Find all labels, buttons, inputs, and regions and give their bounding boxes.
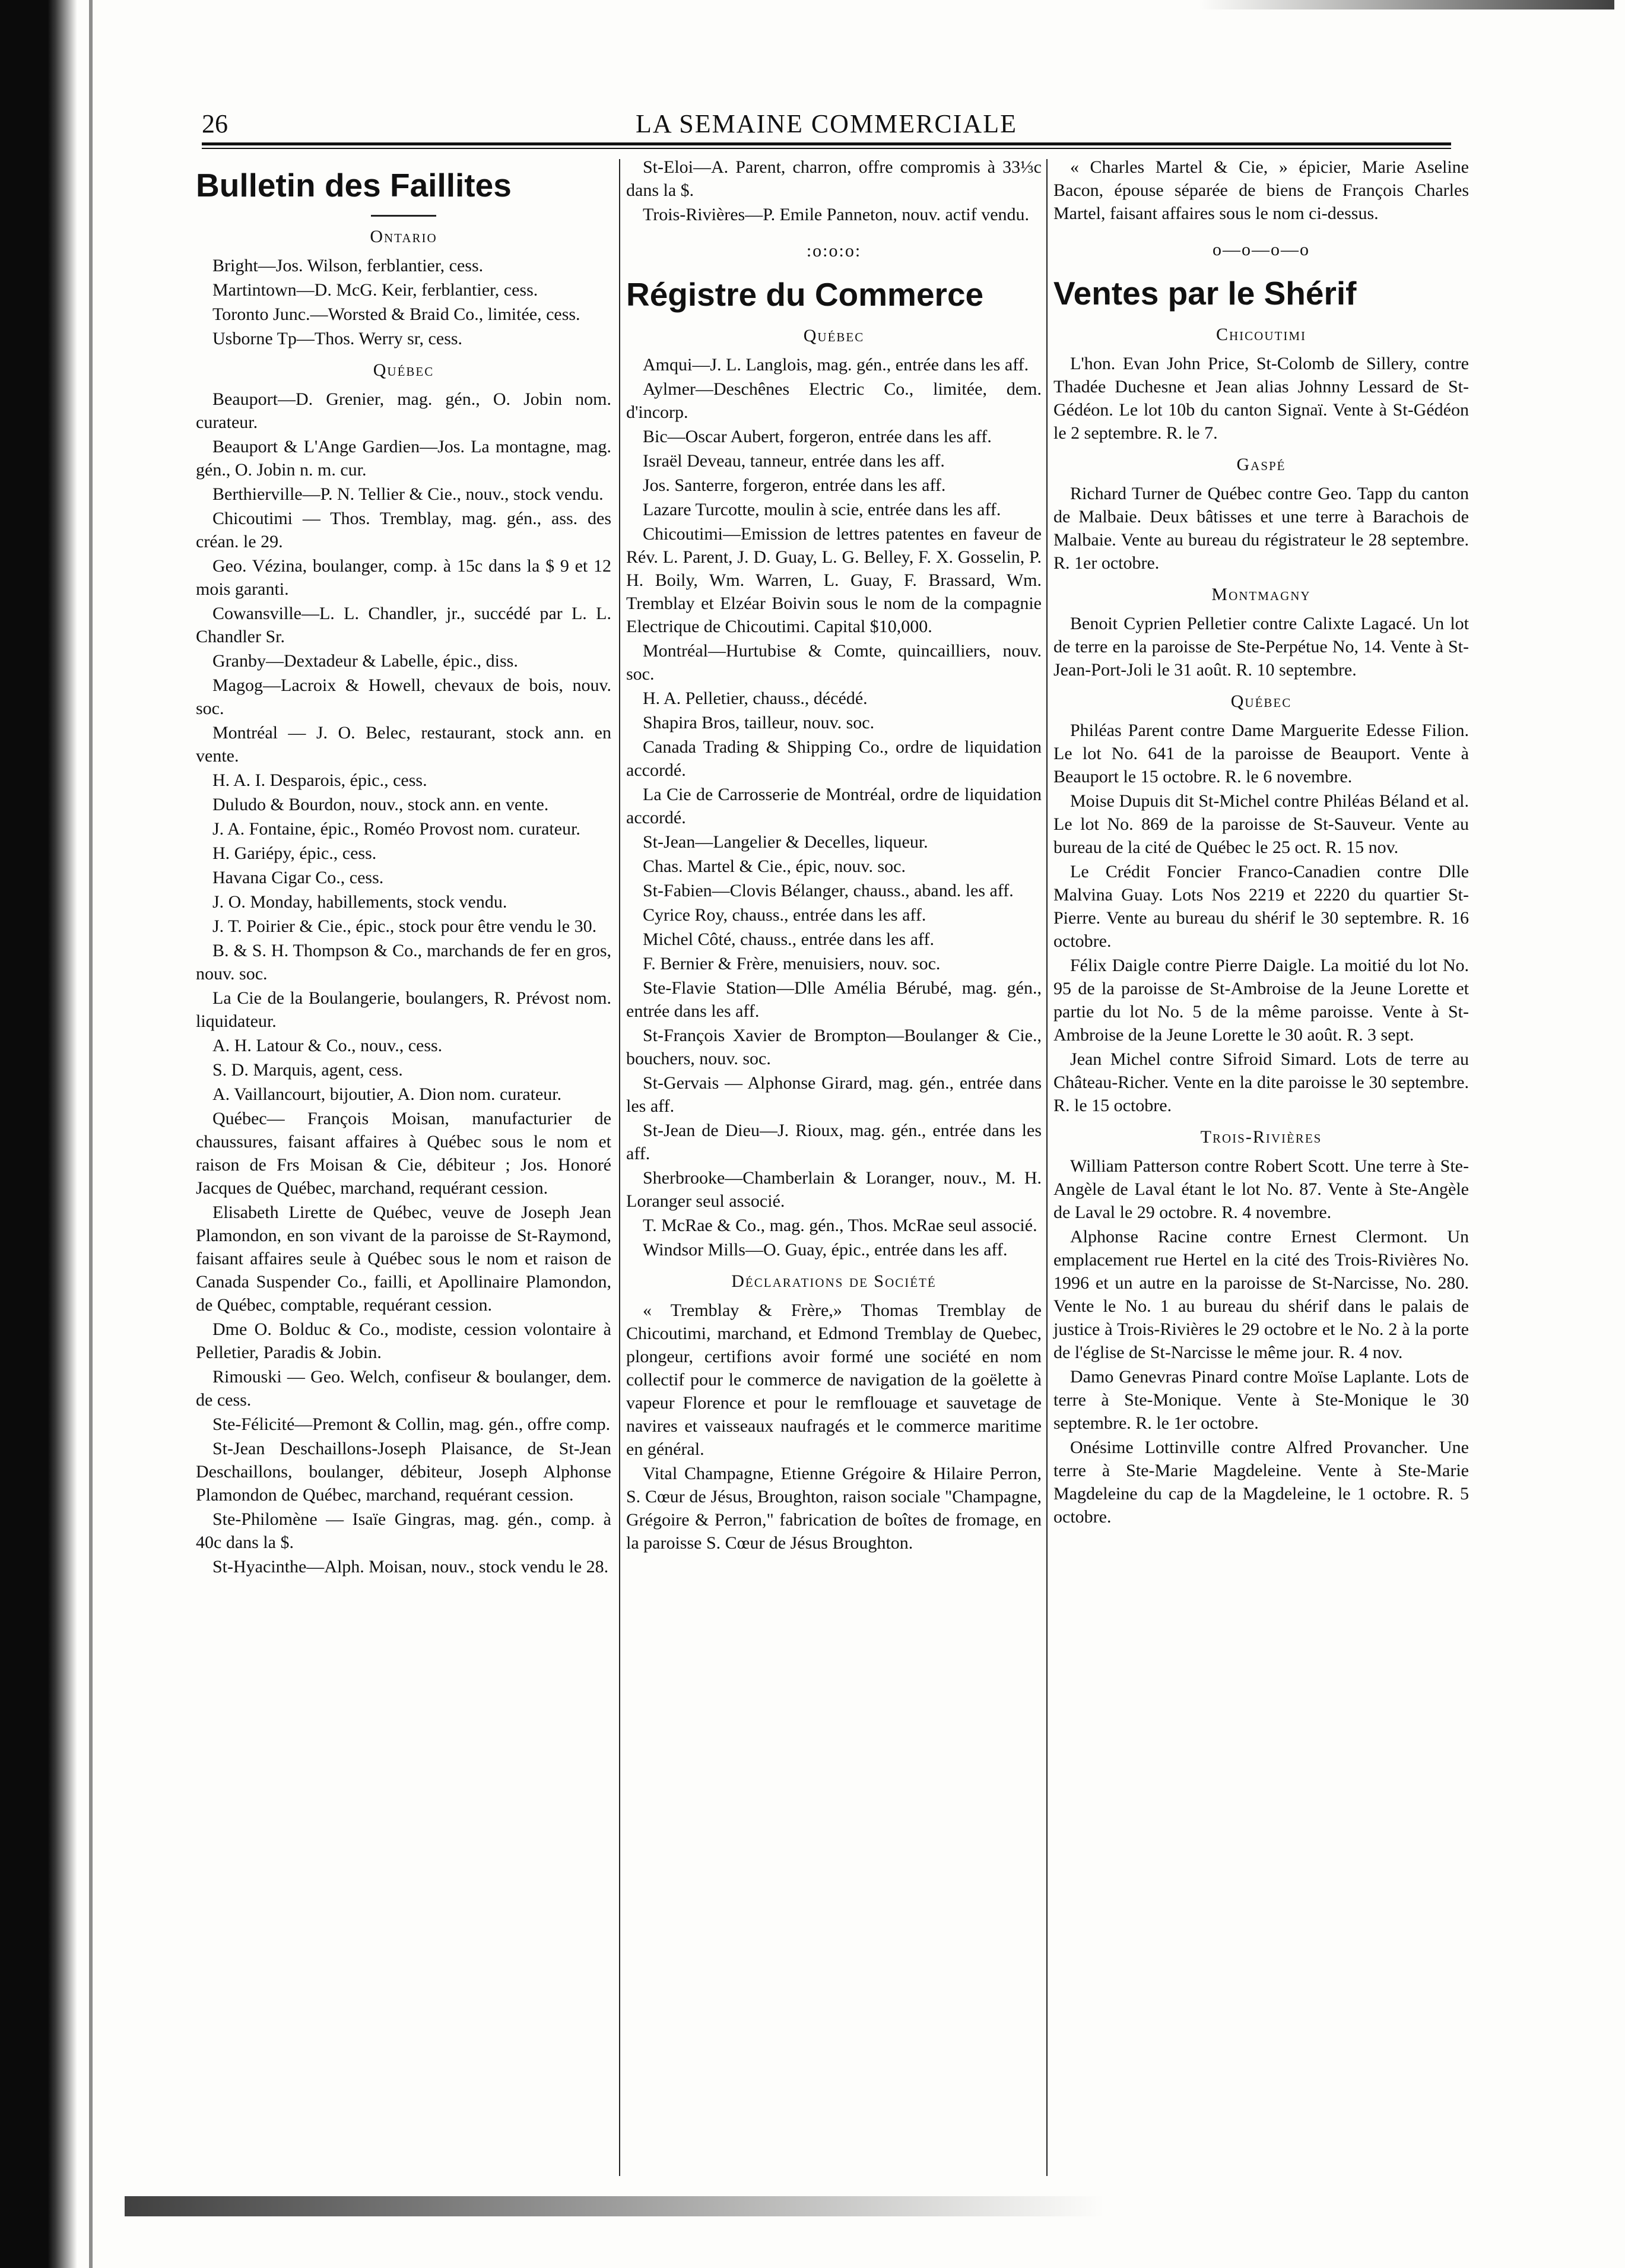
list-item: William Patterson contre Robert Scott. Une terre à Ste-Angèle de Laval étant le lot No. 87. Vente à Ste-Angèle de Laval le 29 octobre. R. 4 novembre. [1053,1156,1469,1222]
list-item: F. Bernier & Frère, menuisiers, nouv. soc. [643,954,941,973]
list-item: Montréal—Hurtubise & Comte, quincailliers, nouv. soc. [626,641,1042,684]
sherif-section [1053,583,1469,681]
entry-list [196,254,611,350]
heading-registre-commerce: Régistre du Commerce [626,276,984,313]
column-bulletin-faillites [196,156,611,1579]
section-title: Trois-Rivières [1200,1127,1322,1147]
entry-list [626,156,1042,226]
list-item: Toronto Junc.—Worsted & Braid Co., limitée, cess. [212,304,580,324]
list-item: Usborne Tp—Thos. Werry sr, cess. [212,329,463,348]
list-item: H. A. Pelletier, chauss., décédé. [643,689,868,708]
list-item: Alphonse Racine contre Ernest Clermont. Un emplacement rue Hertel en la cité des Trois-Rivières No. 1996 et un autre en la paroisse de St-Narcisse, No. 280. Vente le No. 1 au bureau du shérif dans le palais de justice à Trois-Rivières le 29 octobre et le No. 2 à la porte de l'église de St-Narcisse le même jour. R. 4 nov. [1053,1227,1469,1362]
list-item: St-Eloi—A. Parent, charron, offre compromis à 33⅓c dans la $. [626,157,1042,200]
list-item: Trois-Rivières—P. Emile Panneton, nouv. actif vendu. [643,205,1030,224]
list-item: A. Vaillancourt, bijoutier, A. Dion nom. curateur. [212,1084,562,1104]
scan-bottom-smudge [125,2196,1104,2216]
list-item: Jos. Santerre, forgeron, entrée dans les aff. [643,475,946,495]
list-item: Québec— François Moisan, manufacturier de chaussures, faisant affaires à Québec sous le nom et raison de Frs Moisan & Cie, débiteur ; Jos. Honoré Jacques de Québec, marchand, requérant cession. [196,1109,611,1198]
list-item: Le Crédit Foncier Franco-Canadien contre Dlle Malvina Guay. Lots Nos 2219 et 2220 du quartier St-Pierre. Vente au bureau du shérif le 30 septembre. R. 16 octobre. [1053,862,1469,951]
section-title: Gaspé [1236,455,1286,474]
page-title: LA SEMAINE COMMERCIALE [636,109,1017,138]
list-item: Ste-Flavie Station—Dlle Amélia Bérubé, mag. gén., entrée dans les aff. [626,978,1042,1021]
list-item: Canada Trading & Shipping Co., ordre de liquidation accordé. [626,737,1042,780]
list-item: St-François Xavier de Brompton—Boulanger & Cie., bouchers, nouv. soc. [626,1026,1042,1068]
section-title: Québec [373,360,434,380]
list-item: Magog—Lacroix & Howell, chevaux de bois, nouv. soc. [196,675,611,718]
list-item: St-Hyacinthe—Alph. Moisan, nouv., stock vendu le 28. [212,1557,609,1577]
list-item: A. H. Latour & Co., nouv., cess. [212,1036,443,1055]
section-title: Québec [803,326,865,345]
list-item: Havana Cigar Co., cess. [212,868,384,887]
list-item: J. T. Poirier & Cie., épic., stock pour être vendu le 30. [212,916,597,936]
list-item: Vital Champagne, Etienne Grégoire & Hilaire Perron, S. Cœur de Jésus, Broughton, raison sociale "Champagne, Grégoire & Perron," fabrication de boîtes de fromage, en la paroisse S. Cœur de Jésus Broughton. [626,1464,1042,1553]
list-item: Chicoutimi—Emission de lettres patentes en faveur de Rév. L. Parent, J. D. Guay, L. G. Belley, F. X. Gosselin, P. H. Boily, Wm. Warren, L. Guay, F. Brassard, Wm. Tremblay et Elzéar Boivin sous le nom de la compagnie Electrique de Chicoutimi. Capital $10,000. [626,524,1042,636]
list-item: Elisabeth Lirette de Québec, veuve de Joseph Jean Plamondon, en son vivant de la paroisse de St-Raymond, faisant affaires seule à Québec sous le nom et raison de Canada Suspender Co., failli, et Apollinaire Plamondon, de Québec, comptable, requérant cession. [196,1203,611,1315]
entry-list [626,353,1042,1261]
list-item: Lazare Turcotte, moulin à scie, entrée dans les aff. [643,500,1001,519]
list-item: Bic—Oscar Aubert, forgeron, entrée dans les aff. [643,427,992,446]
list-item: Windsor Mills—O. Guay, épic., entrée dans les aff. [643,1240,1008,1260]
sherif-section [1053,323,1469,445]
declarations-title: Déclarations de Société [731,1271,937,1291]
list-item: St-Jean Deschaillons-Joseph Plaisance, de St-Jean Deschaillons, boulanger, débiteur, Joseph Alphonse Plamondon de Québec, marchand, requérant cession. [196,1439,611,1505]
list-item: « Tremblay & Frère,» Thomas Tremblay de Chicoutimi, marchand, et Edmond Tremblay de Quebec, plongeur, certifions avoir formé une société en nom collectif pour le commerce de navigation de la goëlette à vapeur Florence et pour le remflouage et sauvetage de navires et vaisseaux naufragés et le commerce maritime en général. [626,1300,1042,1459]
list-item: Philéas Parent contre Dame Marguerite Edesse Filion. Le lot No. 641 de la paroisse de Beauport. Vente à Beauport le 15 octobre. R. le 6 novembre. [1053,721,1469,786]
list-item: Granby—Dextadeur & Labelle, épic., diss. [212,651,518,671]
list-item: Michel Côté, chauss., entrée dans les aff. [643,930,934,949]
sherif-section [1053,690,1469,1117]
list-item: Montréal — J. O. Belec, restaurant, stock ann. en vente. [196,723,611,766]
list-item: St-Gervais — Alphonse Girard, mag. gén., entrée dans les aff. [626,1073,1042,1116]
separator-ornament: :o:o:o: [806,241,862,261]
sherif-section [1053,453,1469,575]
page-number: 26 [202,109,228,138]
list-item: Cowansville—L. L. Chandler, jr., succédé par L. L. Chandler Sr. [196,604,611,646]
list-item: H. Gariépy, épic., cess. [212,843,377,863]
list-item: Richard Turner de Québec contre Geo. Tapp du canton de Malbaie. Deux bâtisses et une terre à Barachois de Malbaie. Vente au bureau du régistrateur le 28 septembre. R. 1er octobre. [1053,484,1469,573]
faillites-sections [196,215,611,1578]
list-item: Sherbrooke—Chamberlain & Loranger, nouv., M. H. Loranger seul associé. [626,1168,1042,1211]
column-separator-1 [619,159,620,2176]
column-registre-commerce [626,156,1042,1556]
list-item: Dme O. Bolduc & Co., modiste, cession volontaire à Pelletier, Paradis & Jobin. [196,1319,611,1362]
list-item: Berthierville—P. N. Tellier & Cie., nouv., stock vendu. [212,484,604,504]
separator-ornament: o—o—o—o [1213,240,1310,259]
list-item: Shapira Bros, tailleur, nouv. soc. [643,713,875,732]
list-item: Damo Genevras Pinard contre Moïse Laplante. Lots de terre à Ste-Monique. Vente à Ste-Monique le 30 septembre. R. le 1er octobre. [1053,1367,1469,1433]
list-item: Bright—Jos. Wilson, ferblantier, cess. [212,256,484,275]
heading-ventes-sherif: Ventes par le Shérif [1053,275,1357,312]
list-item: Onésime Lottinville contre Alfred Provancher. Une terre à Ste-Marie Magdeleine. Vente à Ste-Marie Magdeleine du cap de la Magdeleine, le 1 octobre. R. 5 octobre. [1053,1438,1469,1527]
list-item: Amqui—J. L. Langlois, mag. gén., entrée dans les aff. [643,355,1029,375]
list-item: Chas. Martel & Cie., épic, nouv. soc. [643,857,906,876]
scan-binding-edge [0,0,77,2268]
scan-edge-line [89,0,93,2268]
section-title: Québec [1230,691,1292,711]
section-rule [371,215,436,217]
faillites-section-ontario [196,215,611,350]
sherif-section [1053,1125,1469,1528]
list-item: La Cie de Carrosserie de Montréal, ordre de liquidation accordé. [626,785,1042,827]
header-rule-thin [202,148,1451,149]
column-separator-2 [1046,159,1048,2176]
list-item: St-Jean de Dieu—J. Rioux, mag. gén., entrée dans les aff. [626,1121,1042,1163]
list-item: Beauport & L'Ange Gardien—Jos. La montagne, mag. gén., O. Jobin n. m. cur. [196,437,611,480]
list-item: J. O. Monday, habillements, stock vendu. [212,892,507,912]
list-item: T. McRae & Co., mag. gén., Thos. McRae seul associé. [643,1216,1037,1235]
sherif-sections [1053,323,1469,1528]
list-item: H. A. I. Desparois, épic., cess. [212,770,427,790]
list-item: Martintown—D. McG. Keir, ferblantier, cess. [212,280,538,300]
column-ventes-sherif [1053,156,1469,1530]
list-item: Aylmer—Deschênes Electric Co., limitée, dem. d'incorp. [626,379,1042,422]
list-item: Jean Michel contre Sifroid Simard. Lots de terre au Château-Richer. Vente en la dite paroisse le 30 septembre. R. le 15 octobre. [1053,1049,1469,1115]
list-item: Geo. Vézina, boulanger, comp. à 15c dans la $ 9 et 12 mois garanti. [196,556,611,599]
list-item: B. & S. H. Thompson & Co., marchands de fer en gros, nouv. soc. [196,941,611,984]
entry-list [1053,156,1469,225]
scan-top-smudge [1199,0,1614,9]
list-item: Cyrice Roy, chauss., entrée dans les aff. [643,905,926,925]
list-item: St-Jean—Langelier & Decelles, liqueur. [643,832,928,852]
list-item: « Charles Martel & Cie, » épicier, Marie Aseline Bacon, épouse séparée de biens de François Charles Martel, faisant affaires sous le nom ci-dessus. [1053,157,1469,223]
list-item: L'hon. Evan John Price, St-Colomb de Sillery, contre Thadée Duchesne et Jean alias Johnny Lessard de St-Gédéon. Le lot 10b du canton Signaï. Vente à St-Gédéon le 2 septembre. R. le 7. [1053,354,1469,443]
list-item: Chicoutimi — Thos. Tremblay, mag. gén., ass. des créan. le 29. [196,509,611,551]
list-item: Benoit Cyprien Pelletier contre Calixte Lagacé. Un lot de terre en la paroisse de Ste-Perpétue No, 14. Vente à St-Jean-Port-Joli le 31 août. R. 10 septembre. [1053,614,1469,680]
section-title: Chicoutimi [1216,325,1306,344]
header-rule-thick [202,142,1451,145]
entry-list [196,388,611,1578]
faillites-section-quebec [196,359,611,1578]
section-title: Montmagny [1211,585,1311,604]
list-item: Duludo & Bourdon, nouv., stock ann. en vente. [212,795,549,814]
list-item: Israël Deveau, tanneur, entrée dans les aff. [643,451,945,471]
heading-bulletin-faillites: Bulletin des Faillites [196,167,512,204]
list-item: Moise Dupuis dit St-Michel contre Philéas Béland et al. Le lot No. 869 de la paroisse de St-Sauveur. Vente au bureau de la cité de Québec le 25 oct. R. 15 nov. [1053,791,1469,857]
list-item: J. A. Fontaine, épic., Roméo Provost nom. curateur. [212,819,580,839]
list-item: St-Fabien—Clovis Bélanger, chauss., aband. les aff. [643,881,1014,900]
list-item: Rimouski — Geo. Welch, confiseur & boulanger, dem. de cess. [196,1367,611,1410]
list-item: Ste-Félicité—Premont & Collin, mag. gén., offre comp. [212,1414,611,1434]
page-header [202,98,1451,139]
list-item: Beauport—D. Grenier, mag. gén., O. Jobin nom. curateur. [196,389,611,432]
list-item: La Cie de la Boulangerie, boulangers, R. Prévost nom. liquidateur. [196,988,611,1031]
list-item: Félix Daigle contre Pierre Daigle. La moitié du lot No. 95 de la paroisse de St-Ambroise de la Jeune Lorette et partie du lot No. 5 de la même paroisse. Vente à St-Ambroise de la Jeune Lorette le 30 août. R. 3 sept. [1053,956,1469,1045]
declarations-list [626,1299,1042,1555]
list-item: S. D. Marquis, agent, cess. [212,1060,403,1080]
list-item: Ste-Philomène — Isaïe Gingras, mag. gén., comp. à 40c dans la $. [196,1509,611,1552]
section-title: Ontario [370,227,437,246]
